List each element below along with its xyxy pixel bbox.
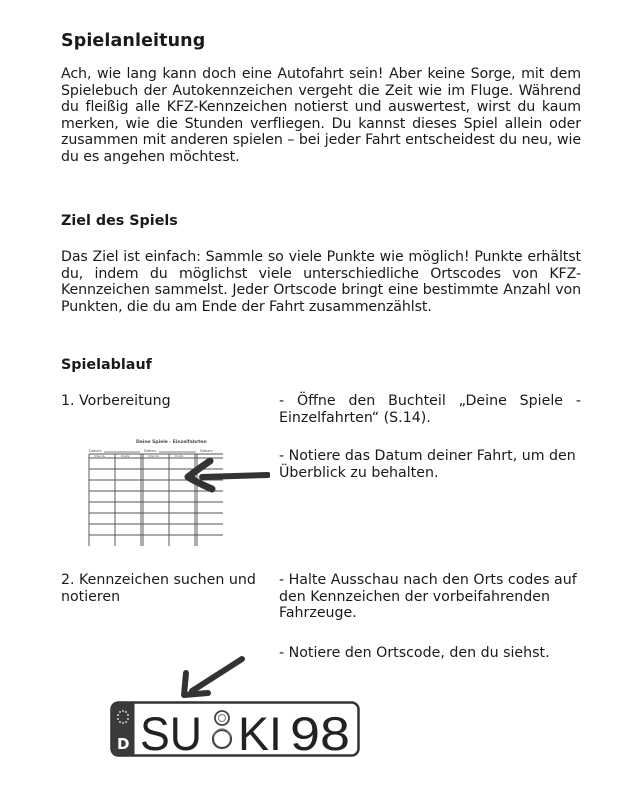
step-1-label: 1. Vorbereitung	[61, 393, 171, 409]
intro-paragraph: Ach, wie lang kann doch eine Autofahrt sein! Aber keine Sorge, mit dem Spielebuch der Autokennzeichen vergeht die Zeit wie im Fluge. Während du fleißig alle KFZ-Kennzeichen notierst und auswertest, wirst du kaum merken, wie die Stunden verfliegen. Du kannst dieses Spiel allein oder zusammen mit anderen spielen – bei jeder Fahrt entscheidest du neu, wie du es angehen möchtest.	[61, 66, 581, 165]
step-2-bullet-2: - Notiere den Ortscode, den du siehst.	[279, 645, 550, 661]
pointer-arrow-icon	[180, 655, 250, 700]
svg-text:Ortscode: Ortscode	[94, 455, 105, 458]
page-title: Spielanleitung	[61, 31, 206, 51]
step-2-label: 2. Kennzeichen suchen und notieren	[61, 572, 256, 605]
goal-heading: Ziel des Spiels	[61, 213, 178, 229]
svg-text:Datum:: Datum:	[89, 449, 103, 453]
step-1-bullet-1: - Öffne den Buchteil „Deine Spiele - Einzelfahrten“ (S.14).	[279, 393, 581, 426]
plate-digits: 98	[290, 707, 350, 757]
pointer-arrow-icon	[180, 455, 270, 495]
mini-sheet-title: Deine Spiele - Einzelfahrten	[136, 440, 207, 445]
goal-paragraph: Das Ziel ist einfach: Sammle so viele Punkte wie möglich! Punkte erhältst du, indem du möglichst viele unterschiedliche Ortscodes von KFZ-Kennzeichen sammelst. Jeder Ortscode bringt eine bestimmte Anzahl von Punkten, die du am Ende der Fahrt zusammenzählst.	[61, 249, 581, 315]
license-plate-illustration	[110, 701, 360, 757]
plate-letters: KI	[238, 707, 282, 757]
svg-text:Ortscode: Ortscode	[148, 455, 159, 458]
step-2-bullet-1: - Halte Ausschau nach den Orts codes auf den Kennzeichen der vorbeifahrenden Fahrzeuge.	[279, 572, 577, 622]
svg-text:Datum:: Datum:	[200, 449, 214, 453]
plate-country-code: D	[117, 735, 130, 753]
procedure-heading: Spielablauf	[61, 357, 152, 373]
svg-text:Punkte: Punkte	[121, 455, 130, 458]
svg-text:Datum:: Datum:	[144, 449, 158, 453]
svg-text:Punkte: Punkte	[175, 455, 184, 458]
plate-area-code: SU	[140, 707, 202, 757]
step-1-bullet-2: - Notiere das Datum deiner Fahrt, um den Überblick zu behalten.	[279, 448, 576, 481]
